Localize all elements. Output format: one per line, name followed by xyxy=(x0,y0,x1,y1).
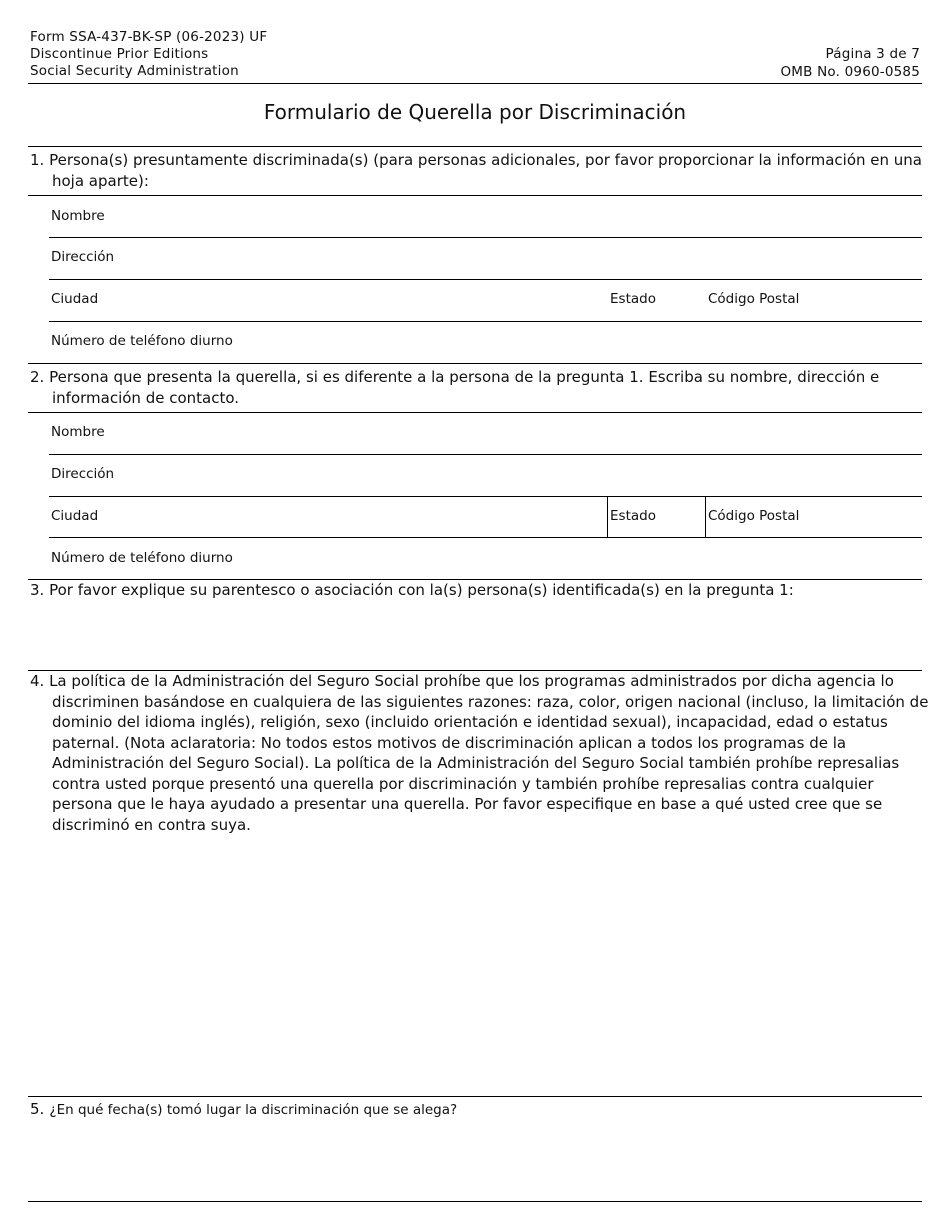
question-5-number: 5. xyxy=(30,1100,45,1118)
q2-estado-label: Estado xyxy=(610,508,656,524)
q1-estado-label: Estado xyxy=(610,291,656,307)
question-2-text: 2. Persona que presenta la querella, si es diferente a la persona de la pregunta 1. Escriba su nombre, dirección e información de contacto. xyxy=(30,368,880,407)
field-divider xyxy=(49,237,922,238)
q1-nombre-input[interactable] xyxy=(130,200,914,236)
q4-answer-input[interactable] xyxy=(30,840,919,1094)
question-5-label: ¿En qué fecha(s) tomó lugar la discriminación que se alega? xyxy=(49,1102,458,1118)
field-divider xyxy=(49,279,922,280)
section-divider xyxy=(28,412,922,413)
q1-ciudad-input[interactable] xyxy=(110,283,604,319)
q1-ciudad-label: Ciudad xyxy=(51,291,99,307)
section-divider xyxy=(28,146,922,147)
q1-codigo-postal-label: Código Postal xyxy=(708,291,800,307)
omb-number: OMB No. 0960-0585 xyxy=(780,64,920,80)
header-divider xyxy=(28,83,922,84)
agency-name: Social Security Administration xyxy=(30,63,239,79)
field-divider xyxy=(49,537,922,538)
q2-estado-input[interactable] xyxy=(660,500,706,536)
field-divider xyxy=(49,454,922,455)
section-divider xyxy=(28,363,922,364)
field-divider xyxy=(49,321,922,322)
q2-nombre-label: Nombre xyxy=(51,424,105,440)
form-number: Form SSA-437-BK-SP (06-2023) UF xyxy=(30,29,268,45)
editions-note: Discontinue Prior Editions xyxy=(30,46,209,62)
q2-ciudad-label: Ciudad xyxy=(51,508,99,524)
section-divider xyxy=(28,1096,922,1097)
section-divider xyxy=(28,1201,922,1202)
q1-telefono-label: Número de teléfono diurno xyxy=(51,333,233,349)
page-number: Página 3 de 7 xyxy=(825,46,920,62)
field-divider xyxy=(49,496,922,497)
q2-direccion-input[interactable] xyxy=(130,458,914,494)
q1-codigo-postal-input[interactable] xyxy=(808,283,917,319)
q1-estado-input[interactable] xyxy=(660,283,706,319)
q2-ciudad-input[interactable] xyxy=(110,500,604,536)
q2-telefono-label: Número de teléfono diurno xyxy=(51,550,233,566)
q2-nombre-input[interactable] xyxy=(130,416,914,452)
question-4-text: 4. La política de la Administración del Seguro Social prohíbe que los programas administrados por dicha agencia lo discriminen basándose en cualquiera de las siguientes razones: raza, color, origen nacional (incluso, la limitación de dominio del idioma inglés), religión, sexo (incluido orientación e identidad sexual), incapacidad, edad o estatus paternal. (Nota aclaratoria: No todos estos motivos de discriminación aplican a todos los programas de la Administración del Seguro Social). La política de la Administración del Seguro Social también prohíbe represalias contra usted porque presentó una querella por discriminación y también prohíbe represalias contra cualquier persona que le haya ayudado a presentar una querella. Por favor especifique en base a qué usted cree que se discriminó en contra suya. xyxy=(30,672,929,834)
q2-codigo-postal-input[interactable] xyxy=(808,500,917,536)
section-divider xyxy=(28,195,922,196)
q3-answer-input[interactable] xyxy=(30,604,919,668)
q2-telefono-input[interactable] xyxy=(240,541,914,577)
question-3-text: 3. Por favor explique su parentesco o asociación con la(s) persona(s) identificada(s) en la pregunta 1: xyxy=(30,581,794,599)
question-1-text: 1. Persona(s) presuntamente discriminada(s) (para personas adicionales, por favor proporcionar la información en una hoja aparte): xyxy=(30,151,922,190)
q1-direccion-label: Dirección xyxy=(51,249,115,265)
field-separator xyxy=(607,496,608,537)
page-title: Formulario de Querella por Discriminación xyxy=(263,100,687,124)
question-5-text xyxy=(30,1099,920,1118)
q5-answer-input[interactable] xyxy=(30,1124,919,1198)
q1-nombre-label: Nombre xyxy=(51,208,105,224)
q1-direccion-input[interactable] xyxy=(130,241,914,277)
q2-codigo-postal-label: Código Postal xyxy=(708,508,800,524)
q2-direccion-label: Dirección xyxy=(51,466,115,482)
q1-telefono-input[interactable] xyxy=(240,325,914,361)
field-separator xyxy=(705,496,706,537)
